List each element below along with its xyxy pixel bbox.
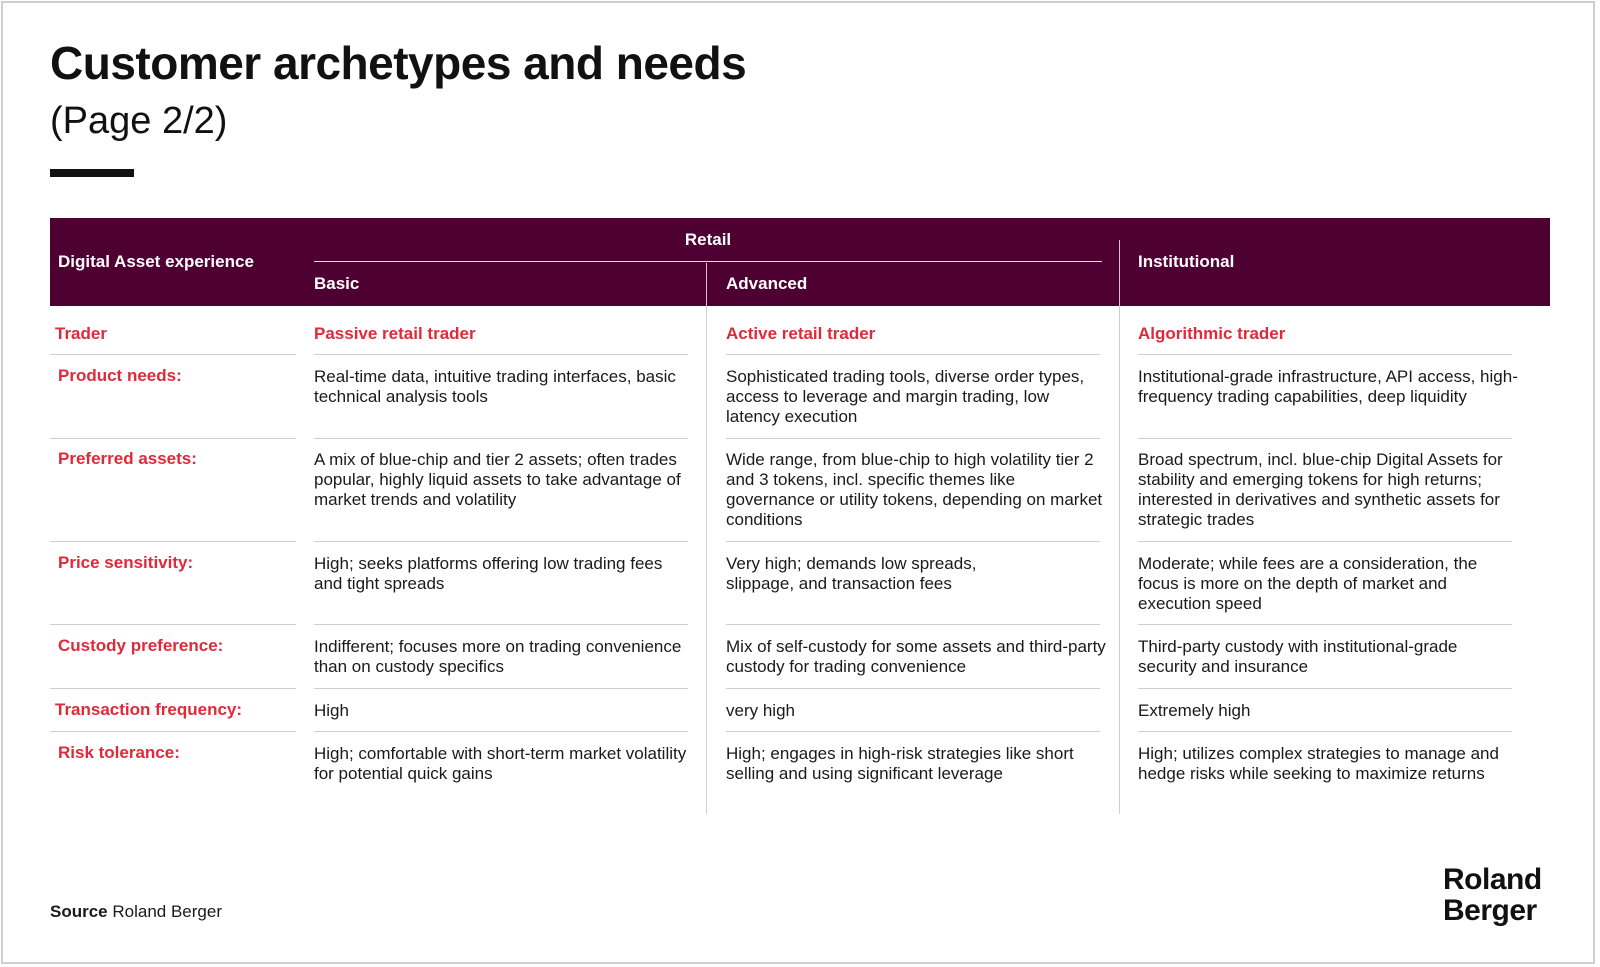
column-separator-advanced [706,306,707,814]
cell-trader-basic: Passive retail trader [314,324,476,343]
cell-price-sensitivity-institutional: Moderate; while fees are a consideration, the focus is more on the depth of market and execution speed [1138,554,1478,613]
cell-transaction-frequency-basic: High [314,701,349,720]
row-divider [50,438,296,439]
row-divider [1138,731,1512,732]
cell-transaction-frequency-institutional: Extremely high [1138,701,1251,720]
header-experience: Digital Asset experience [58,252,254,271]
cell-product-needs-advanced: Sophisticated trading tools, diverse order types, access to leverage and margin trading, low latency execution [726,367,1085,426]
header-separator-retail-institutional [1119,240,1120,306]
cell-product-needs-institutional: Institutional-grade infrastructure, API access, high-frequency trading capabilities, deep liquidity [1138,367,1518,406]
roland-berger-logo [1443,864,1542,926]
row-divider [50,688,296,689]
source-note [50,902,222,922]
row-label-custody-preference: Custody preference: [58,636,224,655]
row-label-preferred-assets: Preferred assets: [58,449,197,468]
row-divider [1138,541,1512,542]
row-divider [726,731,1100,732]
row-divider [314,624,688,625]
source-text: Roland Berger [112,902,222,921]
cell-custody-preference-basic: Indifferent; focuses more on trading convenience than on custody specifics [314,637,682,676]
row-divider [314,541,688,542]
logo-line-1: Roland [1443,863,1542,896]
row-divider [50,354,296,355]
row-divider [726,354,1100,355]
logo-line-2: Berger [1443,894,1537,927]
header-institutional: Institutional [1138,252,1235,271]
row-divider [314,438,688,439]
row-divider [1138,688,1512,689]
title-underline [50,169,134,177]
row-divider [1138,624,1512,625]
row-divider [50,731,296,732]
row-divider [726,688,1100,689]
cell-product-needs-basic: Real-time data, intuitive trading interfaces, basic technical analysis tools [314,367,676,406]
cell-preferred-assets-institutional: Broad spectrum, incl. blue-chip Digital Assets for stability and emerging tokens for high returns; interested in derivatives and synthetic assets for strategic trades [1138,450,1503,529]
cell-trader-advanced: Active retail trader [726,324,876,343]
row-divider [50,541,296,542]
cell-risk-tolerance-basic: High; comfortable with short-term market volatility for potential quick gains [314,744,687,783]
column-separator-institutional [1119,306,1120,814]
page-subtitle: (Page 2/2) [50,100,228,142]
header-retail: Retail [684,230,732,249]
cell-trader-institutional: Algorithmic trader [1138,324,1286,343]
row-label-transaction-frequency: Transaction frequency: [55,700,243,719]
cell-risk-tolerance-advanced: High; engages in high-risk strategies like short selling and using significant leverage [726,744,1074,783]
row-divider [314,688,688,689]
cell-custody-preference-institutional: Third-party custody with institutional-grade security and insurance [1138,637,1458,676]
row-label-price-sensitivity: Price sensitivity: [58,553,194,572]
row-label-product-needs: Product needs: [58,366,182,385]
source-label: Source [50,902,108,921]
row-divider [314,731,688,732]
cell-preferred-assets-advanced: Wide range, from blue-chip to high volatility tier 2 and 3 tokens, incl. specific themes like governance or utility tokens, depending on market conditions [726,450,1103,529]
header-advanced: Advanced [726,274,808,293]
row-divider [1138,438,1512,439]
cell-transaction-frequency-advanced: very high [726,701,795,720]
row-label-risk-tolerance: Risk tolerance: [58,743,180,762]
row-divider [726,541,1100,542]
cell-custody-preference-advanced: Mix of self-custody for some assets and third-party custody for trading convenience [726,637,1106,676]
row-label-trader: Trader [55,324,107,343]
row-divider [726,624,1100,625]
row-divider [50,624,296,625]
header-separator-basic-advanced [706,263,707,306]
row-divider [1138,354,1512,355]
cell-price-sensitivity-advanced: Very high; demands low spreads, slippage, and transaction fees [726,554,977,593]
header-basic: Basic [314,274,360,293]
row-divider [726,438,1100,439]
row-divider [314,354,688,355]
table-header [50,218,1550,306]
retail-divider [314,261,1102,262]
cell-preferred-assets-basic: A mix of blue-chip and tier 2 assets; often trades popular, highly liquid assets to take advantage of market trends and volatility [314,450,681,509]
page-title: Customer archetypes and needs [50,37,747,89]
cell-price-sensitivity-basic: High; seeks platforms offering low trading fees and tight spreads [314,554,663,593]
cell-risk-tolerance-institutional: High; utilizes complex strategies to manage and hedge risks while seeking to maximize returns [1138,744,1499,783]
